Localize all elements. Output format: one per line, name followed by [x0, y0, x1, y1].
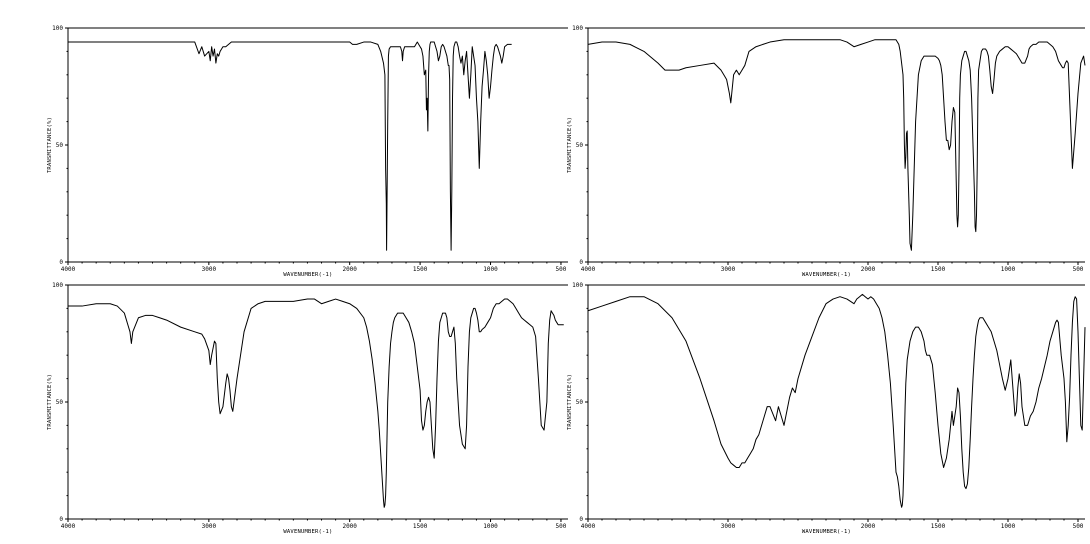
x-tick-label: 2000	[342, 266, 357, 273]
x-axis-title: WAVENUMBER(-1)	[801, 272, 852, 278]
y-tick-label: 0	[579, 516, 583, 523]
x-tick-label: 1000	[1000, 523, 1016, 530]
y-tick-label: 100	[572, 282, 583, 289]
x-tick-label: 500	[1072, 523, 1084, 530]
x-tick-label: 1000	[483, 523, 498, 530]
y-axis-title: TRANSMITTANCE(%)	[567, 373, 573, 431]
x-tick-label: 2000	[342, 523, 357, 530]
y-tick-label: 0	[59, 516, 63, 523]
x-tick-label: 3000	[720, 523, 736, 530]
y-tick-label: 50	[575, 399, 583, 406]
x-tick-label: 500	[1072, 266, 1084, 273]
y-tick-label: 100	[572, 25, 583, 32]
x-tick-label: 4000	[580, 266, 596, 273]
spectrum-trace	[68, 299, 564, 507]
x-tick-label: 4000	[580, 523, 596, 530]
x-tick-label: 4000	[60, 523, 76, 530]
y-tick-label: 100	[52, 282, 63, 289]
y-tick-label: 50	[55, 142, 63, 149]
y-axis-title: TRANSMITTANCE(%)	[47, 373, 53, 431]
spectrum-trace	[588, 294, 1085, 507]
x-tick-label: 1000	[1000, 266, 1016, 273]
x-tick-label: 3000	[201, 266, 217, 273]
x-tick-label: 2000	[860, 266, 876, 273]
y-tick-label: 50	[55, 399, 63, 406]
x-tick-label: 2000	[860, 523, 876, 530]
spectrum-panel-2	[567, 25, 1085, 278]
spectrum-panel-1	[47, 25, 568, 278]
y-tick-label: 100	[52, 25, 63, 32]
y-axis-title: TRANSMITTANCE(%)	[567, 116, 573, 174]
y-tick-label: 0	[579, 259, 583, 266]
spectrum-trace	[588, 40, 1085, 251]
y-axis-title: TRANSMITTANCE(%)	[47, 116, 53, 174]
x-tick-label: 3000	[720, 266, 736, 273]
x-axis-title: WAVENUMBER(-1)	[283, 529, 333, 535]
y-tick-label: 50	[575, 142, 583, 149]
spectrum-panel-3	[47, 282, 568, 535]
x-tick-label: 1500	[930, 266, 946, 273]
spectrum-panel-4	[567, 282, 1085, 535]
x-axis-title: WAVENUMBER(-1)	[801, 529, 852, 535]
spectrum-trace	[68, 42, 512, 250]
x-tick-label: 1500	[412, 266, 428, 273]
x-tick-label: 3000	[201, 523, 217, 530]
x-tick-label: 500	[555, 266, 567, 273]
x-tick-label: 500	[555, 523, 567, 530]
y-tick-label: 0	[59, 259, 63, 266]
x-tick-label: 1000	[483, 266, 498, 273]
x-tick-label: 1500	[412, 523, 428, 530]
x-tick-label: 1500	[930, 523, 946, 530]
x-tick-label: 4000	[60, 266, 76, 273]
x-axis-title: WAVENUMBER(-1)	[283, 272, 333, 278]
